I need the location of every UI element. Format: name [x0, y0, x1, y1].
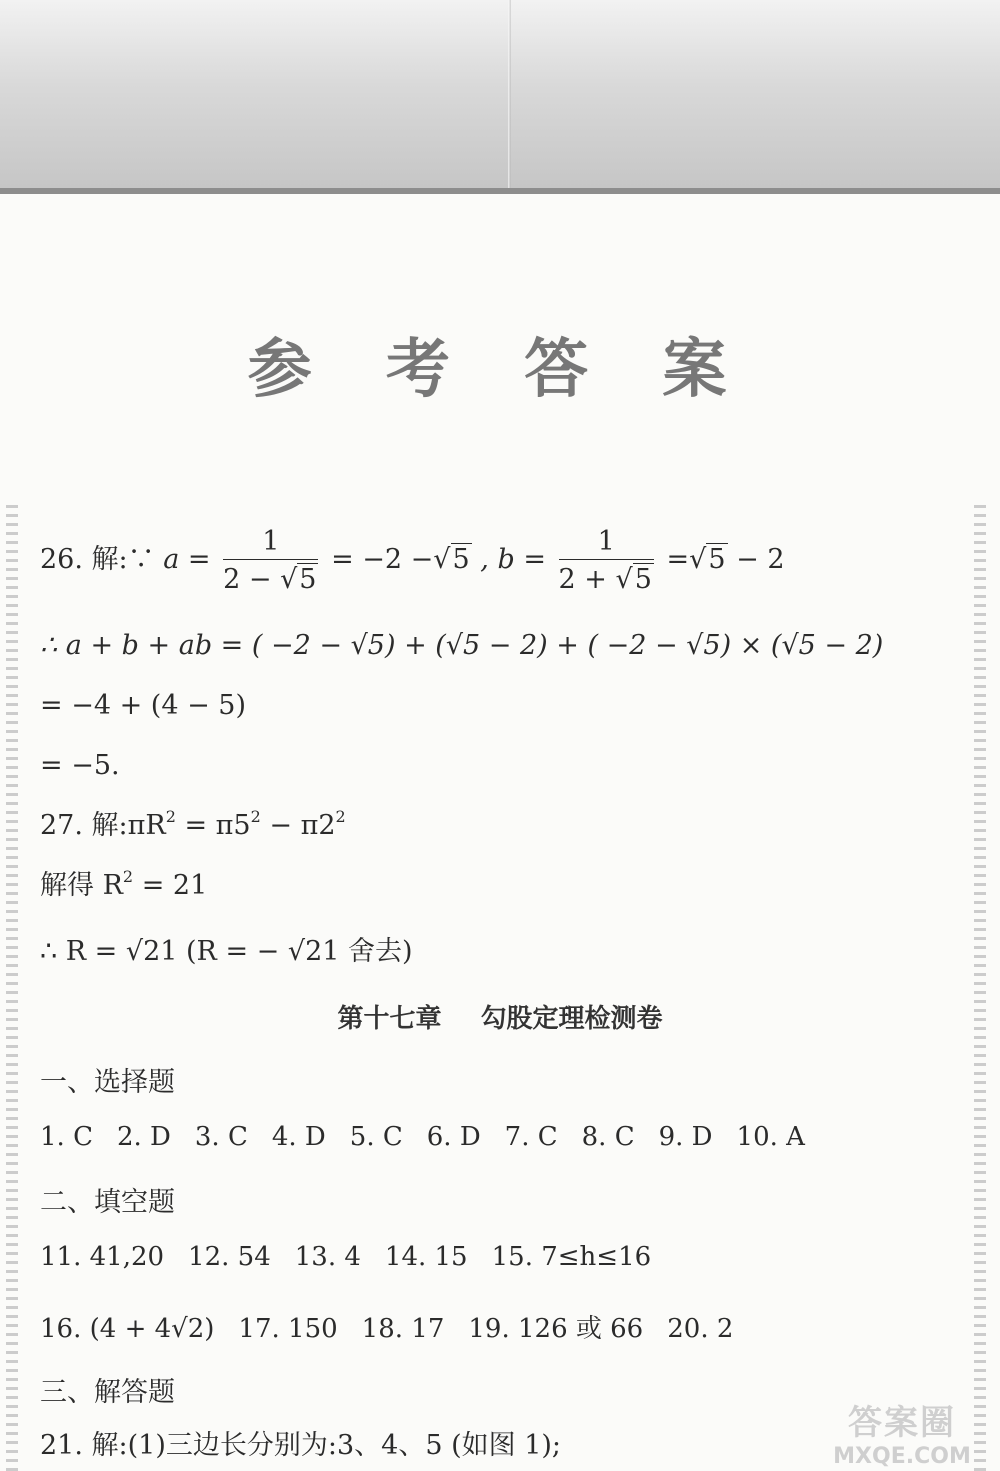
q27-sup-c: 2 [335, 807, 346, 826]
q27-sup-b: 2 [250, 807, 261, 826]
fill-answer: 14. 15 [384, 1242, 468, 1272]
fill-answer: 11. 41,20 [40, 1242, 165, 1272]
watermark-logo [822, 1395, 982, 1469]
q27-l1-pre: 27. 解:πR [40, 810, 166, 841]
q26-b-den-pre: 2 + √ [558, 564, 633, 595]
q26-b-denominator [559, 560, 654, 593]
q26-a-numerator: 1 [223, 528, 318, 560]
fill-answer: 15. 7≤h≤16 [491, 1242, 652, 1272]
q26-b-den-radicand: 5 [634, 564, 652, 595]
watermark-url: MXQE.COM [833, 1444, 971, 1469]
page-title: 参 考 答 案 [247, 333, 753, 407]
section-fill: 二、填空题 [40, 1187, 175, 1218]
section-solve: 三、解答题 [40, 1377, 175, 1408]
q26-b-fraction [559, 528, 654, 593]
q26-a-value: = −2 − [331, 544, 434, 575]
right-decorative-border [974, 505, 986, 1471]
q26-b-value-post: − 2 [736, 544, 785, 575]
q27-l1-mid: = π5 [175, 810, 251, 841]
section-choice: 一、选择题 [40, 1067, 175, 1098]
q27-line-3: ∴ R = √21 (R = − √21 舍去) [40, 936, 413, 967]
q26-a-den-radicand: 5 [299, 564, 317, 595]
q26-a-den-pre: 2 − √ [223, 564, 298, 595]
q27-l1-mid2: − π2 [260, 810, 336, 841]
q26-label: 26. 解:∵ [40, 544, 164, 575]
left-decorative-border [6, 505, 18, 1471]
fill-answer: 12. 54 [188, 1242, 271, 1272]
q27-sup-d: 2 [122, 867, 134, 886]
q26-line-3: = −4 + (4 − 5) [40, 690, 247, 721]
choice-answers-row [40, 1122, 829, 1152]
chapter-heading: 第十七章 勾股定理检测卷 [337, 1004, 663, 1034]
fill-answer: 18. 17 [361, 1314, 445, 1344]
q26-a-denominator [223, 560, 318, 593]
q26-b-value: = [666, 544, 690, 575]
q27-sup-a: 2 [165, 807, 176, 826]
choice-answer: 3. C [194, 1122, 248, 1152]
q27-l2-pre: 解得 R [40, 870, 123, 901]
choice-answer: 8. C [581, 1122, 635, 1152]
q27-l2-post: = 21 [133, 870, 208, 901]
choice-answer: 5. C [349, 1122, 403, 1152]
fill-answer: 20. 2 [667, 1314, 734, 1344]
q26-line-1: 26. 解:∵ a = $\frac{1}{2 - √5}$ = −2 −√5 , b = $\frac{1}{2 + √5}$ =√5 − 2 [40, 526, 785, 595]
choice-answer: 1. C [40, 1122, 93, 1152]
page-fold [508, 0, 511, 188]
fill-answer: 19. 126 或 66 [468, 1314, 644, 1344]
fill-answers-row-2 [40, 1308, 757, 1345]
choice-answer: 7. C [504, 1122, 558, 1152]
choice-answer: 6. D [426, 1122, 481, 1152]
q26-a-value-radicand: 5 [452, 544, 470, 575]
q27-line-2 [40, 867, 208, 901]
fill-answer: 16. (4 + 4√2) [40, 1314, 215, 1344]
top-gray-band [0, 0, 1000, 194]
fill-answer: 13. 4 [294, 1242, 361, 1272]
choice-answer: 2. D [116, 1122, 171, 1152]
fill-answers-row-1 [40, 1242, 675, 1272]
choice-answer: 4. D [271, 1122, 326, 1152]
choice-answer: 9. D [658, 1122, 713, 1152]
q26-b-value-radicand: 5 [708, 544, 726, 575]
q26-line-4: = −5. [40, 750, 120, 781]
q21-line: 21. 解:(1)三边长分别为:3、4、5 (如图 1); [40, 1430, 562, 1461]
q26-b-lhs: , b = [480, 544, 546, 575]
q27-line-1 [40, 807, 346, 841]
watermark-text: 答案圈 [848, 1403, 956, 1443]
q26-a-lhs: a = [163, 544, 211, 575]
choice-answer: 10. A [736, 1122, 805, 1152]
q26-b-numerator: 1 [559, 528, 654, 560]
q26-a-fraction [223, 528, 318, 593]
fill-answer: 17. 150 [238, 1314, 338, 1344]
q26-line-2: ∴ a + b + ab = ( −2 − √5) + (√5 − 2) + ( −2 − √5) × (√5 − 2) [40, 630, 884, 661]
